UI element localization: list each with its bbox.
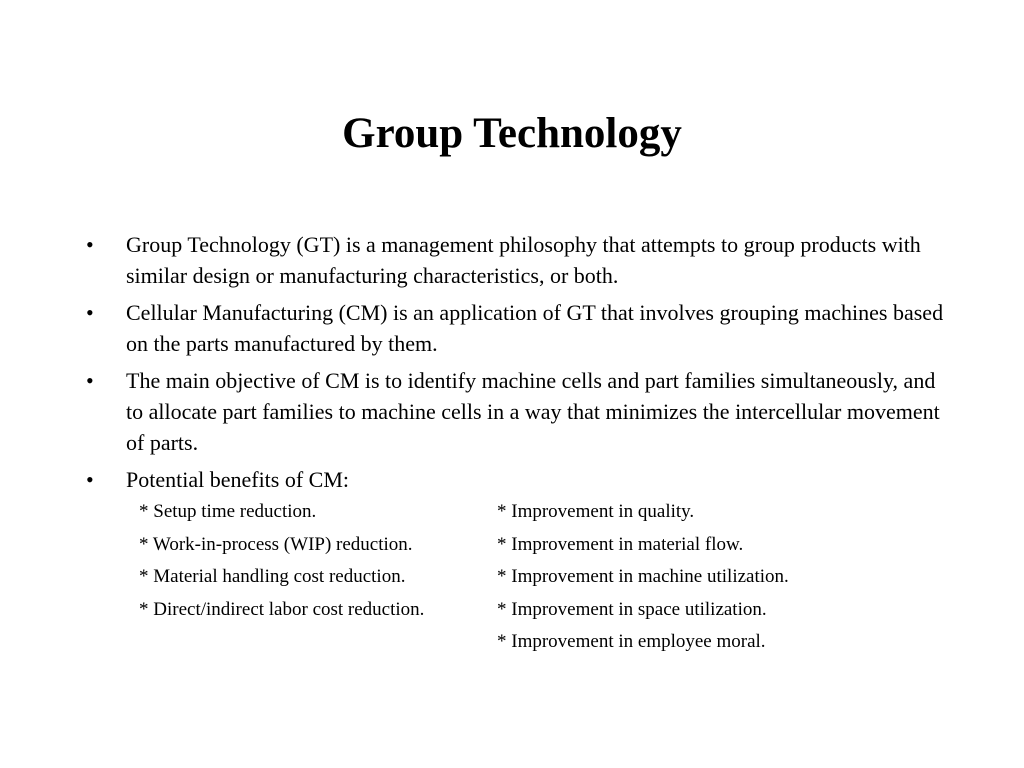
bullet-item [86, 365, 946, 458]
bullet-item [86, 297, 946, 359]
benefit-item: * Improvement in material flow. [497, 533, 744, 555]
benefit-item: * Improvement in employee moral. [497, 631, 766, 652]
benefit-item: * Material handling cost reduction. [139, 566, 406, 587]
benefit-item: * Improvement in space utilization. [497, 598, 767, 620]
benefit-item: * Improvement in machine utilization. [497, 566, 789, 587]
slide-title: Group Technology [342, 110, 682, 157]
bullet-marker: • [86, 300, 94, 325]
bullet-text: The main objective of CM is to identify machine cells and part families simultaneously, and to allocate part families to machine cells in a way that minimizes the intercellular movement of parts. [126, 368, 940, 455]
bullet-marker: • [86, 467, 94, 492]
bullet-text: Group Technology (GT) is a management philosophy that attempts to group products with similar design or manufacturing characteristics, or both. [126, 232, 921, 288]
bullet-marker: • [86, 232, 94, 257]
benefit-item: * Setup time reduction. [139, 501, 317, 522]
benefit-item: * Work-in-process (WIP) reduction. [139, 533, 413, 555]
bullet-list [86, 229, 946, 501]
bullet-item [86, 464, 946, 495]
bullet-text: Potential benefits of CM: [126, 467, 350, 492]
bullet-item [86, 229, 946, 291]
bullet-marker: • [86, 368, 94, 393]
benefits-right-column [497, 498, 937, 661]
bullet-text: Cellular Manufacturing (CM) is an application of GT that involves grouping machines based on the parts manufactured by them. [126, 300, 944, 356]
benefits-left-column [139, 498, 494, 628]
benefit-item: * Direct/indirect labor cost reduction. [139, 598, 425, 620]
benefit-item: * Improvement in quality. [497, 501, 695, 522]
